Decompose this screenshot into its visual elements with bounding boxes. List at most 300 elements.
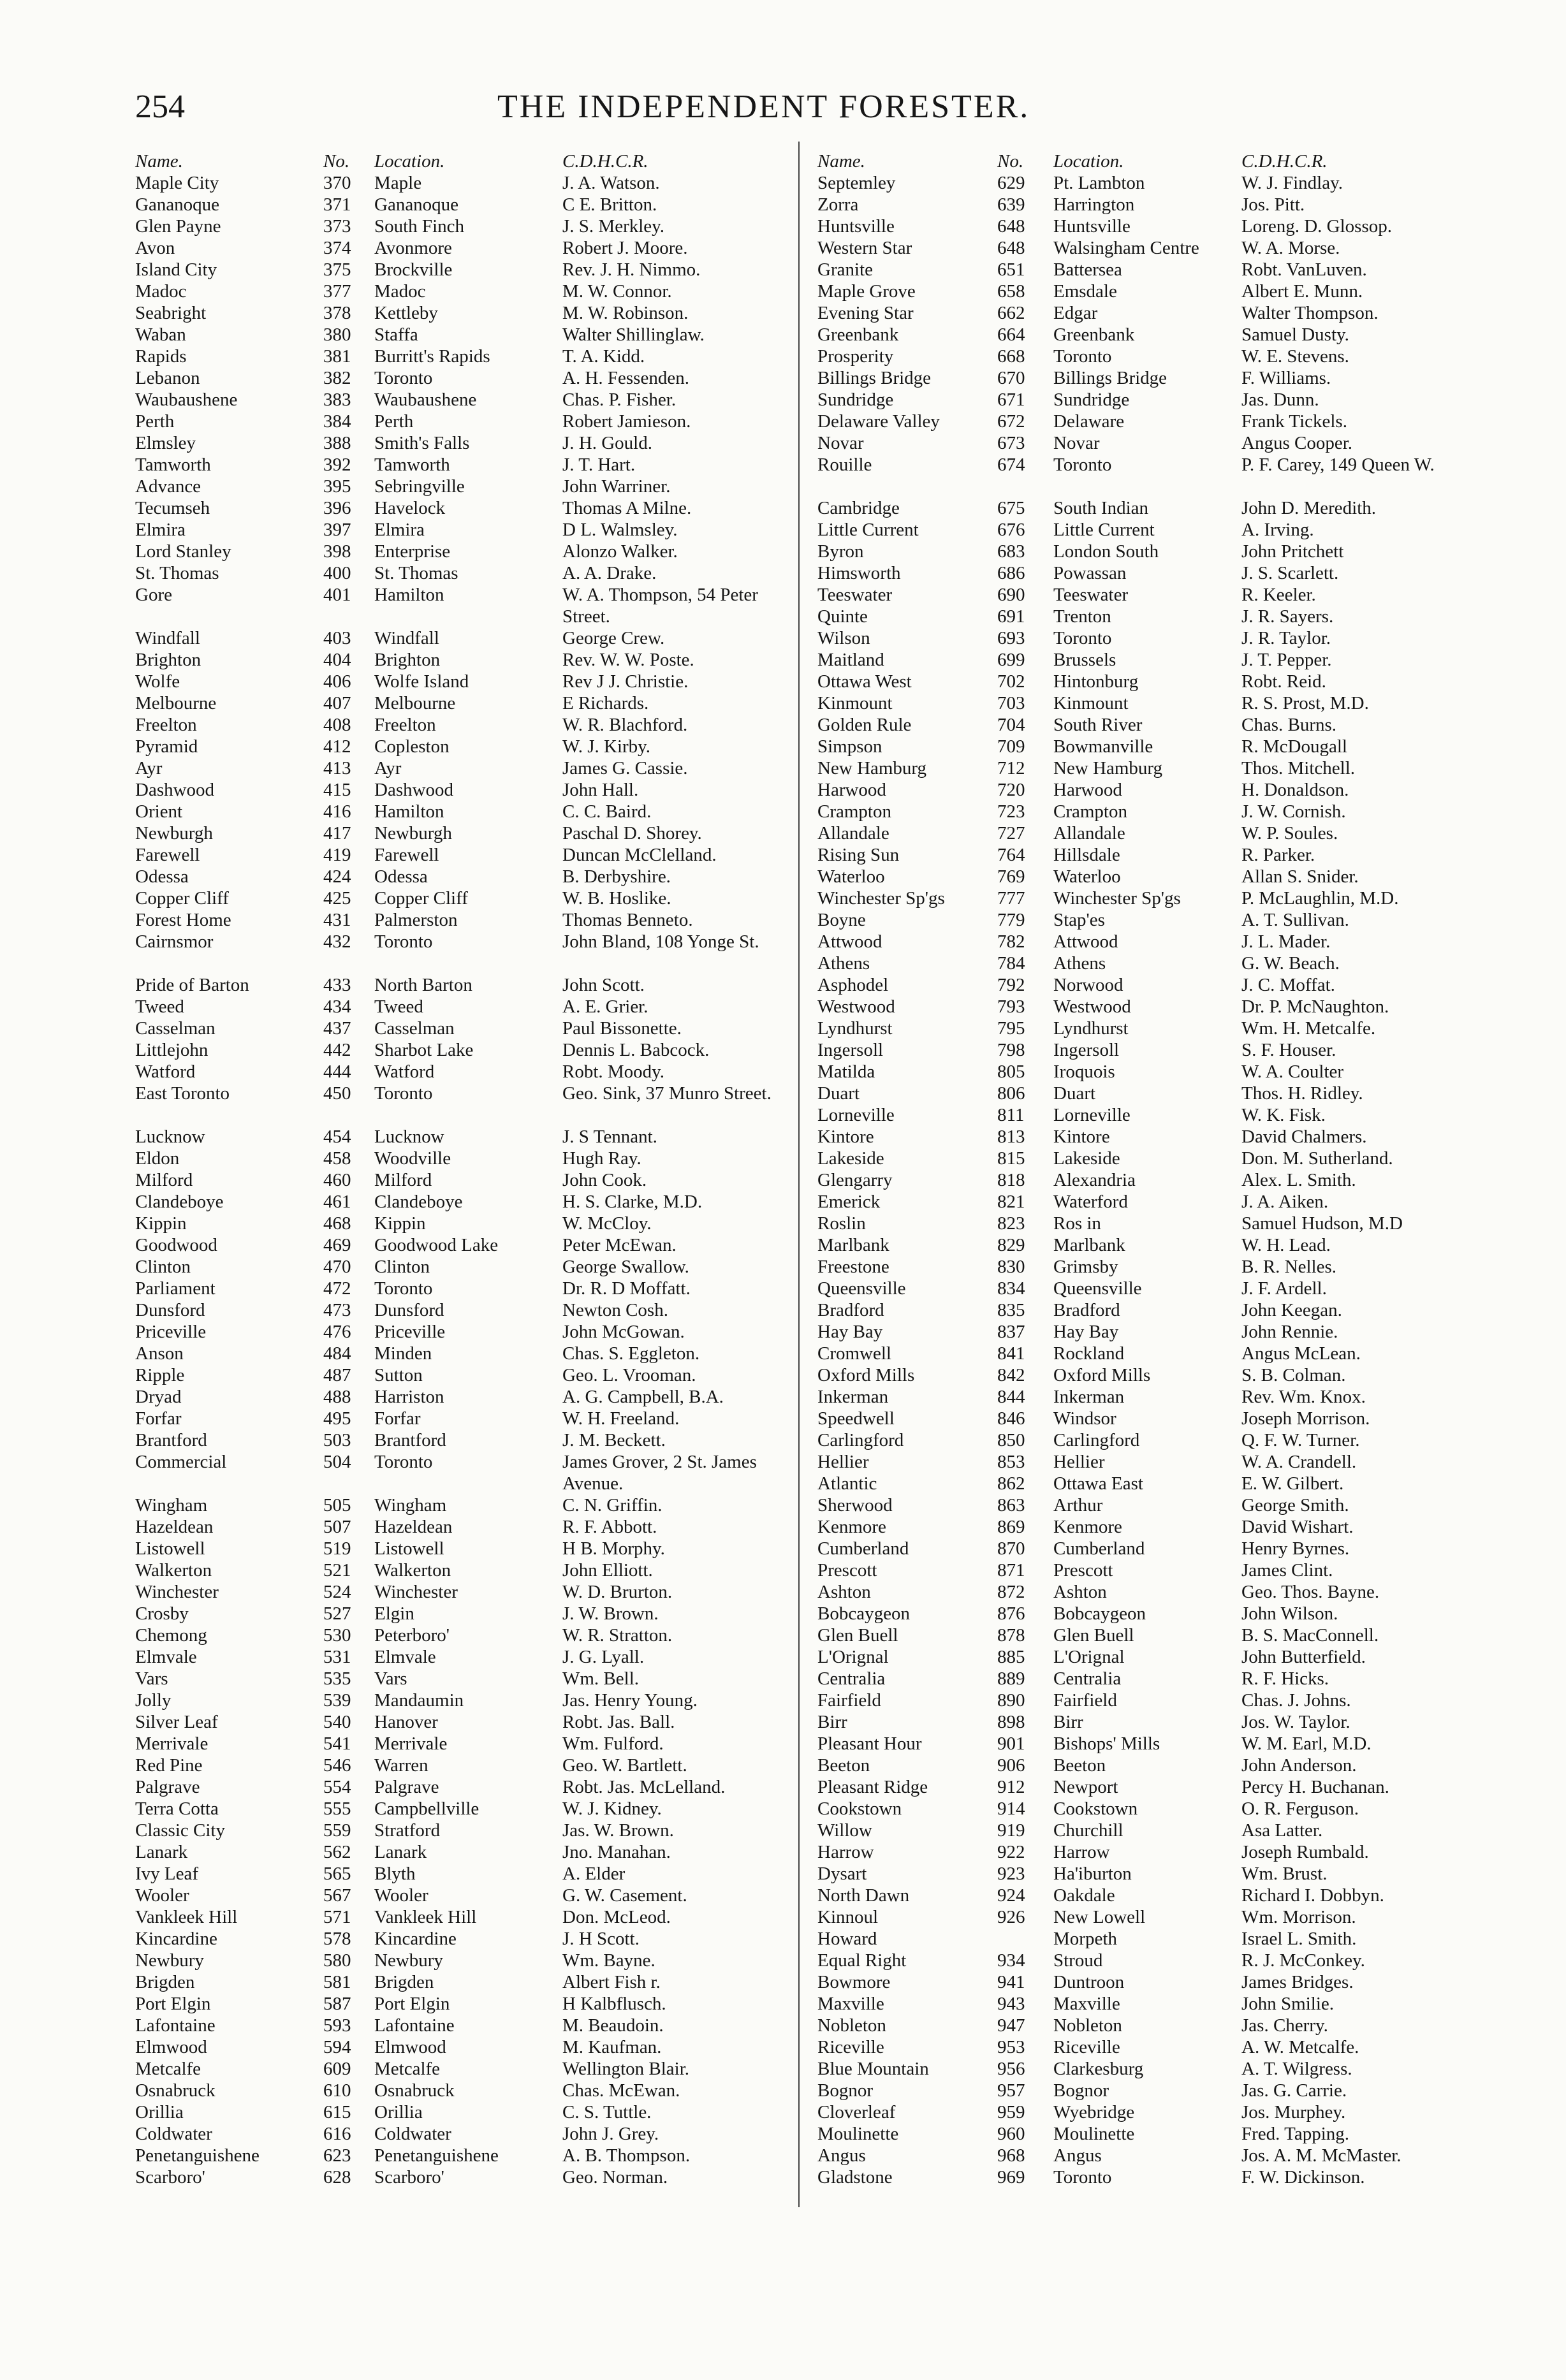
lodge-location: Forfar [374,1408,421,1429]
lodge-number: 415 [323,780,351,800]
table-row [817,281,1455,302]
lodge-location: Kintore [1053,1127,1110,1147]
lodge-name: Coldwater [135,2124,212,2144]
right-table-body [817,172,1455,2188]
lodge-name: Gananoque [135,194,220,215]
table-row [135,411,786,432]
lodge-name: Chemong [135,1625,207,1646]
lodge-location: Riceville [1053,2037,1120,2057]
lodge-location: Churchill [1053,1820,1123,1841]
page-number: 254 [135,89,185,125]
lodge-name: Newbury [135,1950,204,1971]
lodge-number: 587 [323,1994,351,2014]
lodge-secretary: Wm. Brust. [1241,1864,1328,1884]
lodge-secretary: H. Donaldson. [1241,780,1349,800]
lodge-location: Peterboro' [374,1625,450,1646]
lodge-number: 565 [323,1864,351,1884]
lodge-location: Morpeth [1053,1929,1117,1949]
lodge-number: 594 [323,2037,351,2057]
table-row [135,1928,786,1950]
table-row [817,1018,1455,1039]
lodge-number: 571 [323,1907,351,1927]
lodge-name: Tweed [135,997,184,1017]
lodge-location: Havelock [374,498,446,518]
lodge-name: Ayr [135,758,163,778]
lodge-name: Fairfield [817,1690,881,1711]
lodge-location: Bowmanville [1053,736,1153,757]
table-row [817,1711,1455,1733]
table-row [817,1733,1455,1755]
lodge-secretary: Loreng. D. Glossop. [1241,216,1393,237]
lodge-name: Lyndhurst [817,1018,893,1039]
lodge-location: Lorneville [1053,1105,1131,1125]
lodge-secretary: Chas. McEwan. [562,2080,680,2101]
lodge-location: New Hamburg [1053,758,1163,778]
table-row [135,1343,786,1364]
lodge-name: Maitland [817,650,884,670]
lodge-location: Sebringville [374,476,465,497]
lodge-number: 382 [323,368,351,388]
lodge-secretary: Samuel Dusty. [1241,325,1349,345]
table-row [135,1798,786,1820]
lodge-location: Palgrave [374,1777,439,1797]
lodge-name: Oxford Mills [817,1365,915,1385]
lodge-name: Port Elgin [135,1994,211,2014]
lodge-secretary: George Swallow. [562,1257,689,1277]
table-row [135,1126,786,1148]
lodge-location: Merrivale [374,1734,448,1754]
lodge-number: 835 [997,1300,1025,1320]
lodge-location: Stap'es [1053,910,1105,930]
lodge-location: Watford [374,1062,435,1082]
lodge-number: 690 [997,585,1025,605]
lodge-number: 616 [323,2124,351,2144]
table-row [817,2036,1455,2058]
lodge-location: Grimsby [1053,1257,1118,1277]
lodge-secretary: J. R. Taylor. [1241,628,1331,648]
lodge-location: North Barton [374,975,472,995]
lodge-location: Teeswater [1053,585,1129,605]
lodge-secretary: John D. Meredith. [1241,498,1377,518]
lodge-number: 470 [323,1257,351,1277]
lodge-number: 683 [997,541,1025,562]
lodge-location: Wooler [374,1885,428,1906]
table-row [135,2058,786,2080]
lodge-secretary: James Bridges. [1241,1972,1354,1992]
lodge-secretary: John J. Grey. [562,2124,659,2144]
lodge-name: Gore [135,585,172,605]
lodge-number: 782 [997,931,1025,952]
lodge-location: Trenton [1053,606,1111,627]
lodge-number: 623 [323,2145,351,2166]
lodge-secretary: J. A. Aiken. [1241,1192,1329,1212]
lodge-secretary: O. R. Ferguson. [1241,1799,1359,1819]
table-row [135,1169,786,1191]
lodge-secretary: Q. F. W. Turner. [1241,1430,1360,1450]
lodge-location: Coldwater [374,2124,451,2144]
table-row [135,2015,786,2036]
lodge-name: Vars [135,1668,168,1689]
header-name: Name. [135,151,183,172]
table-row [135,931,786,974]
lodge-location: Staffa [374,325,418,345]
lodge-location: Elgin [374,1603,414,1624]
table-row [817,1364,1455,1386]
lodge-number: 562 [323,1842,351,1862]
lodge-name: Cambridge [817,498,900,518]
table-row [135,736,786,757]
lodge-number: 468 [323,1213,351,1234]
lodge-secretary: A. G. Campbell, B.A. [562,1387,724,1407]
lodge-location: Ashton [1053,1582,1107,1602]
table-row [817,2080,1455,2101]
table-row [135,346,786,367]
lodge-number: 912 [997,1777,1025,1797]
lodge-name: Forfar [135,1408,182,1429]
lodge-name: Harrow [817,1842,874,1862]
lodge-location: Athens [1053,953,1106,974]
lodge-name: Farewell [135,845,200,865]
lodge-name: Dysart [817,1864,867,1884]
lodge-name: Angus [817,2145,866,2166]
table-row [817,1234,1455,1256]
lodge-number: 871 [997,1560,1025,1581]
lodge-secretary: Chas. Burns. [1241,715,1337,735]
lodge-secretary: Chas. P. Fisher. [562,390,677,410]
lodge-name: Waubaushene [135,390,238,410]
lodge-number: 841 [997,1343,1025,1364]
lodge-location: Kettleby [374,303,438,323]
lodge-location: Rockland [1053,1343,1125,1364]
lodge-location: Copleston [374,736,450,757]
lodge-secretary: H. S. Clarke, M.D. [562,1192,703,1212]
lodge-name: Winchester Sp'gs [817,888,945,909]
lodge-secretary: Geo. Norman. [562,2167,668,2187]
lodge-number: 870 [997,1538,1025,1559]
lodge-secretary: David Wishart. [1241,1517,1354,1537]
lodge-location: Crampton [1053,801,1127,822]
lodge-name: St. Thomas [135,563,219,583]
lodge-name: Watford [135,1062,196,1082]
table-row [135,1148,786,1169]
table-row [817,844,1455,866]
lodge-location: Elmira [374,520,425,540]
lodge-location: Sundridge [1053,390,1130,410]
lodge-location: South Indian [1053,498,1149,518]
lodge-secretary: Percy H. Buchanan. [1241,1777,1389,1797]
lodge-number: 401 [323,585,351,605]
table-row [817,454,1455,497]
lodge-location: Mandaumin [374,1690,464,1711]
lodge-location: Windfall [374,628,439,648]
lodge-number: 672 [997,411,1025,432]
table-row [817,1581,1455,1603]
lodge-secretary: Jno. Manahan. [562,1842,671,1862]
table-row [817,1104,1455,1126]
lodge-location: Copper Cliff [374,888,468,909]
header-cdhcr: C.D.H.C.R. [562,151,648,172]
lodge-secretary: John Butterfield. [1241,1647,1366,1667]
lodge-number: 914 [997,1799,1025,1819]
table-row [817,801,1455,822]
lodge-number: 580 [323,1950,351,1971]
table-row [135,1841,786,1863]
table-row [817,215,1455,237]
lodge-name: Pyramid [135,736,198,757]
table-row [817,1971,1455,1993]
lodge-name: Westwood [817,997,895,1017]
lodge-number: 842 [997,1365,1025,1385]
lodge-number: 407 [323,693,351,713]
lodge-name: Cromwell [817,1343,891,1364]
lodge-location: Wingham [374,1495,447,1515]
lodge-name: Golden Rule [817,715,912,735]
lodge-name: Priceville [135,1322,207,1342]
lodge-location: Milford [374,1170,432,1190]
lodge-number: 675 [997,498,1025,518]
table-row [135,281,786,302]
lodge-number: 934 [997,1950,1025,1971]
lodge-location: Norwood [1053,975,1123,995]
lodge-secretary: Robert J. Moore. [562,238,688,258]
table-row [135,2036,786,2058]
table-row [817,909,1455,931]
lodge-number: 384 [323,411,351,432]
lodge-number: 403 [323,628,351,648]
lodge-location: Prescott [1053,1560,1113,1581]
lodge-name: Milford [135,1170,193,1190]
lodge-secretary: John Hall. [562,780,639,800]
lodge-secretary: Geo. Thos. Bayne. [1241,1582,1380,1602]
lodge-name: Ripple [135,1365,185,1385]
lodge-location: Duntroon [1053,1972,1125,1992]
lodge-name: Howard [817,1929,877,1949]
header-no: No. [997,151,1024,172]
lodge-name: Cookstown [817,1799,902,1819]
lodge-location: Goodwood Lake [374,1235,499,1255]
lodge-number: 521 [323,1560,351,1581]
lodge-name: Waban [135,325,186,345]
lodge-name: Wingham [135,1495,208,1515]
table-row [135,237,786,259]
lodge-secretary: Frank Tickels. [1241,411,1347,432]
lodge-name: Red Pine [135,1755,203,1776]
lodge-name: Littlejohn [135,1040,209,1060]
table-row [817,649,1455,671]
lodge-number: 712 [997,758,1025,778]
lodge-name: Anson [135,1343,184,1364]
lodge-name: Maple City [135,173,219,193]
lodge-name: Tamworth [135,455,211,475]
table-row [135,627,786,649]
lodge-number: 811 [997,1105,1025,1125]
lodge-name: Bradford [817,1300,884,1320]
lodge-secretary: J. H Scott. [562,1929,640,1949]
lodge-number: 876 [997,1603,1025,1624]
lodge-number: 699 [997,650,1025,670]
table-row [135,194,786,215]
lodge-number: 469 [323,1235,351,1255]
lodge-location: Metcalfe [374,2059,441,2079]
lodge-name: Island City [135,259,217,280]
table-row [817,1776,1455,1798]
lodge-secretary: Jos. A. M. McMaster. [1241,2145,1401,2166]
table-row [135,2101,786,2123]
lodge-secretary: Wm. Bell. [562,1668,640,1689]
lodge-number: 959 [997,2102,1025,2122]
lodge-name: Lorneville [817,1105,895,1125]
lodge-number: 395 [323,476,351,497]
lodge-secretary: W. M. Earl, M.D. [1241,1734,1372,1754]
table-row [817,1278,1455,1299]
lodge-location: Blyth [374,1864,416,1884]
lodge-location: Toronto [1053,628,1112,648]
lodge-location: Bishops' Mills [1053,1734,1160,1754]
left-table-body [135,172,786,2188]
table-row [135,1321,786,1343]
header-cdhcr: C.D.H.C.R. [1241,151,1328,172]
lodge-location: Lucknow [374,1127,444,1147]
lodge-number: 853 [997,1452,1025,1472]
lodge-secretary: S. F. Houser. [1241,1040,1336,1060]
lodge-name: Gladstone [817,2167,893,2187]
lodge-number: 531 [323,1647,351,1667]
table-row [817,172,1455,194]
lodge-number: 404 [323,650,351,670]
lodge-location: Freelton [374,715,436,735]
lodge-location: Vankleek Hill [374,1907,477,1927]
lodge-secretary: James Clint. [1241,1560,1333,1581]
table-row [817,2058,1455,2080]
table-row [135,692,786,714]
lodge-number: 461 [323,1192,351,1212]
lodge-name: Cairnsmor [135,931,214,952]
lodge-location: Avonmore [374,238,452,258]
lodge-name: Sundridge [817,390,894,410]
lodge-number: 960 [997,2124,1025,2144]
lodge-number: 795 [997,1018,1025,1039]
lodge-name: Odessa [135,866,189,887]
lodge-secretary: Rev. Wm. Knox. [1241,1387,1366,1407]
lodge-name: Glen Buell [817,1625,898,1646]
lodge-number: 956 [997,2059,1025,2079]
lodge-number: 610 [323,2080,351,2101]
lodge-number: 846 [997,1408,1025,1429]
lodge-number: 472 [323,1278,351,1299]
lodge-secretary: George Crew. [562,628,665,648]
lodge-name: New Hamburg [817,758,927,778]
lodge-secretary: R. Keeler. [1241,585,1316,605]
lodge-location: Novar [1053,433,1100,453]
table-row [817,996,1455,1018]
lodge-location: Dunsford [374,1300,444,1320]
lodge-number: 454 [323,1127,351,1147]
table-row [135,476,786,497]
lodge-name: Orillia [135,2102,184,2122]
lodge-name: Carlingford [817,1430,904,1450]
table-row [135,757,786,779]
lodge-location: Maxville [1053,1994,1120,2014]
lodge-secretary: H Kalbflusch. [562,1994,666,2014]
lodge-name: Hazeldean [135,1517,214,1537]
lodge-name: Parliament [135,1278,216,1299]
header-no: No. [323,151,350,172]
table-row [135,1256,786,1278]
lodge-number: 370 [323,173,351,193]
lodge-secretary: R. McDougall [1241,736,1347,757]
lodge-secretary: John Smilie. [1241,1994,1335,2014]
lodge-number: 524 [323,1582,351,1602]
lodge-location: Newport [1053,1777,1118,1797]
lodge-secretary: Chas. J. Johns. [1241,1690,1351,1711]
right-column [817,150,1455,2188]
lodge-number: 723 [997,801,1025,822]
lodge-location: Attwood [1053,931,1118,952]
lodge-secretary: John McGowan. [562,1322,685,1342]
lodge-number: 413 [323,758,351,778]
lodge-location: Powassan [1053,563,1127,583]
lodge-name: Duart [817,1083,860,1104]
lodge-secretary: Robt. Jas. McLelland. [562,1777,726,1797]
lodge-number: 674 [997,455,1025,475]
lodge-number: 388 [323,433,351,453]
table-row [817,562,1455,584]
lodge-number: 792 [997,975,1025,995]
table-row [135,974,786,996]
lodge-name: Lanark [135,1842,188,1862]
lodge-location: Harrington [1053,194,1135,215]
lodge-location: Glen Buell [1053,1625,1134,1646]
table-row [817,1343,1455,1364]
lodge-number: 779 [997,910,1025,930]
lodge-number: 885 [997,1647,1025,1667]
lodge-location: Lanark [374,1842,427,1862]
lodge-number: 381 [323,346,351,367]
lodge-secretary: J. H. Gould. [562,433,652,453]
table-row [135,389,786,411]
lodge-name: L'Orignal [817,1647,889,1667]
lodge-secretary: W. K. Fisk. [1241,1105,1326,1125]
lodge-number: 890 [997,1690,1025,1711]
lodge-number: 504 [323,1452,351,1472]
table-row [135,324,786,346]
lodge-secretary: John Wilson. [1241,1603,1338,1624]
table-row [817,627,1455,649]
lodge-location: Harriston [374,1387,444,1407]
lodge-location: Waterloo [1053,866,1121,887]
lodge-number: 639 [997,194,1025,215]
table-row [135,801,786,822]
lodge-secretary: R. S. Prost, M.D. [1241,693,1369,713]
lodge-number: 919 [997,1820,1025,1841]
lodge-number: 922 [997,1842,1025,1862]
table-row [135,1299,786,1321]
lodge-name: Orient [135,801,183,822]
lodge-secretary: Robert Jamieson. [562,411,691,432]
table-row [817,1755,1455,1776]
lodge-name: Speedwell [817,1408,895,1429]
lodge-name: Pride of Barton [135,975,249,995]
lodge-secretary: A. E. Grier. [562,997,648,1017]
lodge-location: Inkerman [1053,1387,1125,1407]
lodge-name: Walkerton [135,1560,212,1581]
lodge-number: 850 [997,1430,1025,1450]
lodge-name: Windfall [135,628,200,648]
lodge-secretary: Albert E. Munn. [1241,281,1363,302]
table-row [817,1906,1455,1928]
lodge-secretary: A. Irving. [1241,520,1314,540]
table-row [135,1971,786,1993]
